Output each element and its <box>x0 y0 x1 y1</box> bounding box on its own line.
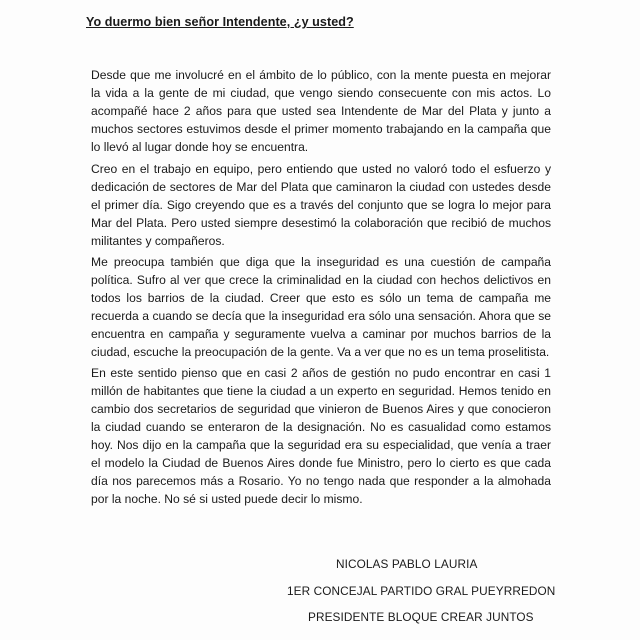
signature-role: 1ER CONCEJAL PARTIDO GRAL PUEYRREDON <box>287 584 556 598</box>
letter-paragraph: Me preocupa también que diga que la inseguridad es una cuestión de campaña política. Sufro al ver que crece la criminalidad en la ciudad con hechos delictivos en todos los barrios de la ciudad. Creer que esto es sólo un tema de campaña me recuerda a cuando se decía que la inseguridad era sólo una sensación. Ahora que se encuentra en campaña y seguramente vuelva a caminar por muchos barrios de la ciudad, escuche la preocupación de la gente. Va a ver que no es un tema proselitista. <box>91 255 551 359</box>
signature-bloc: PRESIDENTE BLOQUE CREAR JUNTOS <box>308 610 534 624</box>
letter-title: Yo duermo bien señor Intendente, ¿y usted? <box>86 15 354 29</box>
letter-paragraph: Creo en el trabajo en equipo, pero entiendo que usted no valoró todo el esfuerzo y dedicación de sectores de Mar del Plata que caminaron la ciudad con ustedes desde el primer día. Sigo creyendo que es a través del conjunto que se logra lo mejor para Mar del Plata. Pero usted siempre desestimó la colaboración que recibió de muchos militantes y compañeros. <box>91 162 551 248</box>
letter-paragraph: Desde que me involucré en el ámbito de lo público, con la mente puesta en mejorar la vida a la gente de mi ciudad, que vengo siendo consecuente con mis actos. Lo acompañé hace 2 años para que usted sea Intendente de Mar del Plata y junto a muchos sectores estuvimos desde el primer momento trabajando en la campaña que lo llevó al lugar donde hoy se encuentra. <box>91 68 551 154</box>
signature-name: NICOLAS PABLO LAURIA <box>336 557 478 571</box>
letter-paragraph: En este sentido pienso que en casi 2 años de gestión no pudo encontrar en casi 1 millón de habitantes que tiene la ciudad a un experto en seguridad. Hemos tenido en cambio dos secretarios de seguridad que vinieron de Buenos Aires y que conocieron la ciudad cuando se enteraron de la designación. No es casualidad como estamos hoy. Nos dijo en la campaña que la seguridad era su especialidad, que venía a traer el modelo la Ciudad de Buenos Aires donde fue Ministro, pero lo cierto es que cada día nos parecemos más a Rosario. Yo no tengo nada que responder a la almohada por la noche. No sé si usted puede decir lo mismo. <box>91 366 551 506</box>
